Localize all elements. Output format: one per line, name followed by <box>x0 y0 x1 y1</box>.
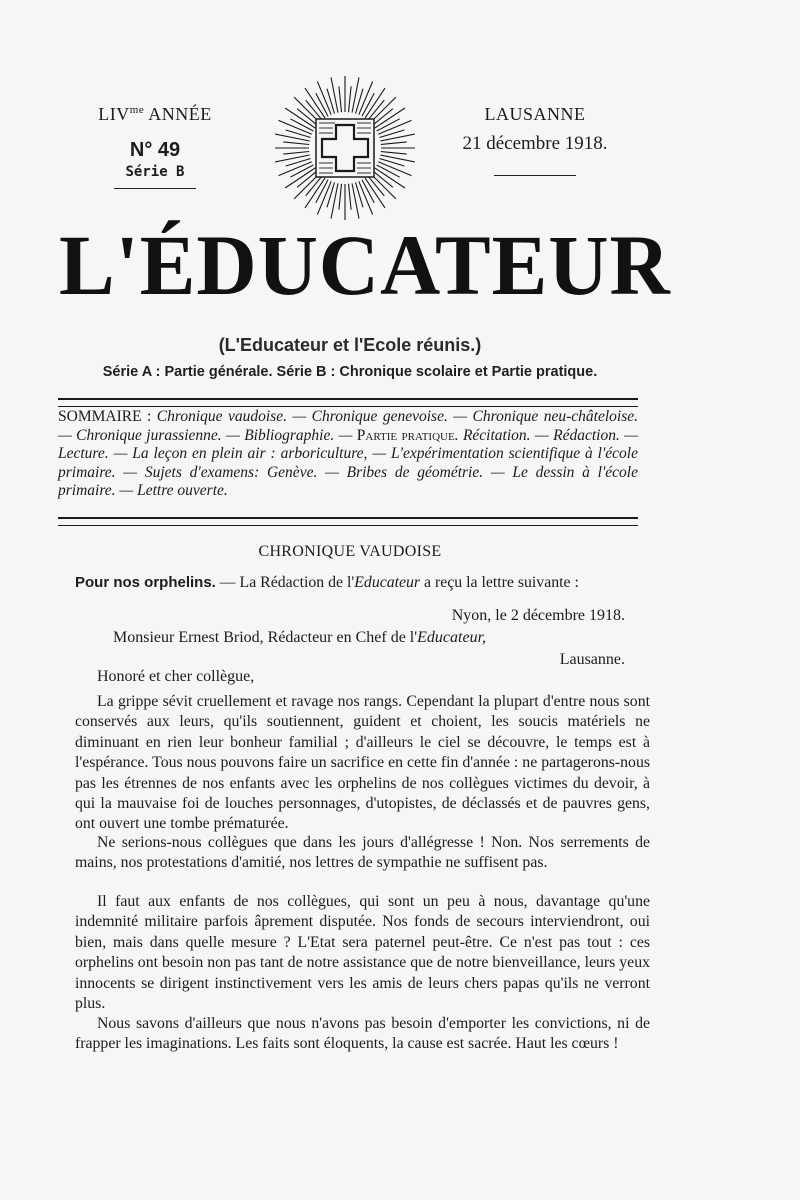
issue-series: Série B <box>125 164 185 180</box>
volume-suffix: me <box>129 104 145 116</box>
article-lead: Pour nos orphelins. <box>75 574 216 591</box>
sommaire-items-1: Chronique vaudoise. — Chronique genevoise. — Chronique neu-châteloise. — Chronique jurassienne. — Bibliographie. — <box>58 408 638 444</box>
article-intro <box>75 572 650 594</box>
issue-number: N° 49 <box>129 139 181 161</box>
volume-roman: LIV <box>98 104 130 124</box>
double-rule-bottom <box>58 517 638 526</box>
addressee-journal: Educateur, <box>417 629 487 646</box>
journal-subtitle: (L'Educateur et l'Ecole réunis.) <box>218 335 482 355</box>
paragraph: Ne serions-nous collègues que dans les jours d'allégresse ! Non. Nos serrements de mains, nos protestations d'amitié, nos lettres de sympathie ne suffisent pas. <box>75 834 650 872</box>
sommaire-items-2: . Récitation. — Rédaction. — Lecture. — La leçon en plein air : arboriculture, — L'expérimentation scientifique à l'école primaire. — Sujets d'examens: Genève. — Bribes de géométrie. — Le dessin à l'école primaire. — Lettre ouverte. <box>58 426 638 499</box>
sommaire-partie-pratique: Partie pratique <box>356 426 455 444</box>
sommaire-label: SOMMAIRE : <box>58 408 152 425</box>
series-description: Série A : Partie générale. Série B : Chronique scolaire et Partie pratique. <box>102 364 598 380</box>
section-heading: CHRONIQUE VAUDOISE <box>258 543 442 560</box>
divider <box>114 188 196 189</box>
journal-title: L'ÉDUCATEUR <box>59 217 671 313</box>
divider <box>494 175 576 176</box>
addressee-city: Lausanne. <box>559 651 625 668</box>
intro-journal: Educateur <box>354 574 421 591</box>
intro-text-a: — La Rédaction de l' <box>215 574 355 591</box>
volume-word: ANNÉE <box>148 104 212 124</box>
letter-greeting: Honoré et cher collègue, <box>97 668 255 685</box>
table-of-contents <box>58 408 638 501</box>
issue-info <box>80 104 230 189</box>
double-rule-top <box>58 398 638 407</box>
letter-addressee <box>113 629 486 647</box>
paragraph: La grippe sévit cruellement et ravage nos rangs. Cependant la plupart d'entre nous sont conservés aux leurs, qu'ils soutiennent, guident et choient, les soucis matériels ne diminuant en rien leur bonheur familial ; d'ailleurs le ciel se découvre, le temps est à l'espérance. Tous nous pouvons faire un sacrifice en cette fin d'année : ne partagerons-nous pas les étrennes de nos enfants avec les orphelins de nos collègues victimes du devoir, à qui la mauvaise foi de louches personnages, d'utopistes, de déclassés et de pauvres gens, ont ouvert une tombe prématurée. <box>75 693 650 833</box>
volume-year <box>80 104 230 125</box>
addressee-text: Monsieur Ernest Briod, Rédacteur en Chef de l' <box>113 629 418 646</box>
publication-city: LAUSANNE <box>484 104 586 124</box>
publication-date: 21 décembre 1918. <box>462 133 608 154</box>
place-date <box>440 104 630 176</box>
swiss-cross-emblem-icon <box>275 73 415 221</box>
letter-date: Nyon, le 2 décembre 1918. <box>451 607 625 624</box>
paragraph: Il faut aux enfants de nos collègues, qui sont un peu à nous, davantage qu'une indemnité militaire parfois âprement disputée. Nos fonds de secours interviendront, oui bien, mais dans quelle mesure ? L'Etat sera paternel peut-être. Ce n'est pas tout : ces orphelins ont besoin non pas tant de notre assistance que de notre bienveillance, leurs yeux innocents se dirigent instinctivement vers les amis de leurs chers papas qu'ils ne verront plus. <box>75 893 650 1013</box>
paragraph: Nous savons d'ailleurs que nous n'avons pas besoin d'emporter les convictions, ni de frapper les imaginations. Les faits sont éloquents, la cause est sacrée. Haut les cœurs ! <box>75 1015 650 1053</box>
intro-text-b: a reçu la lettre suivante : <box>420 574 579 591</box>
